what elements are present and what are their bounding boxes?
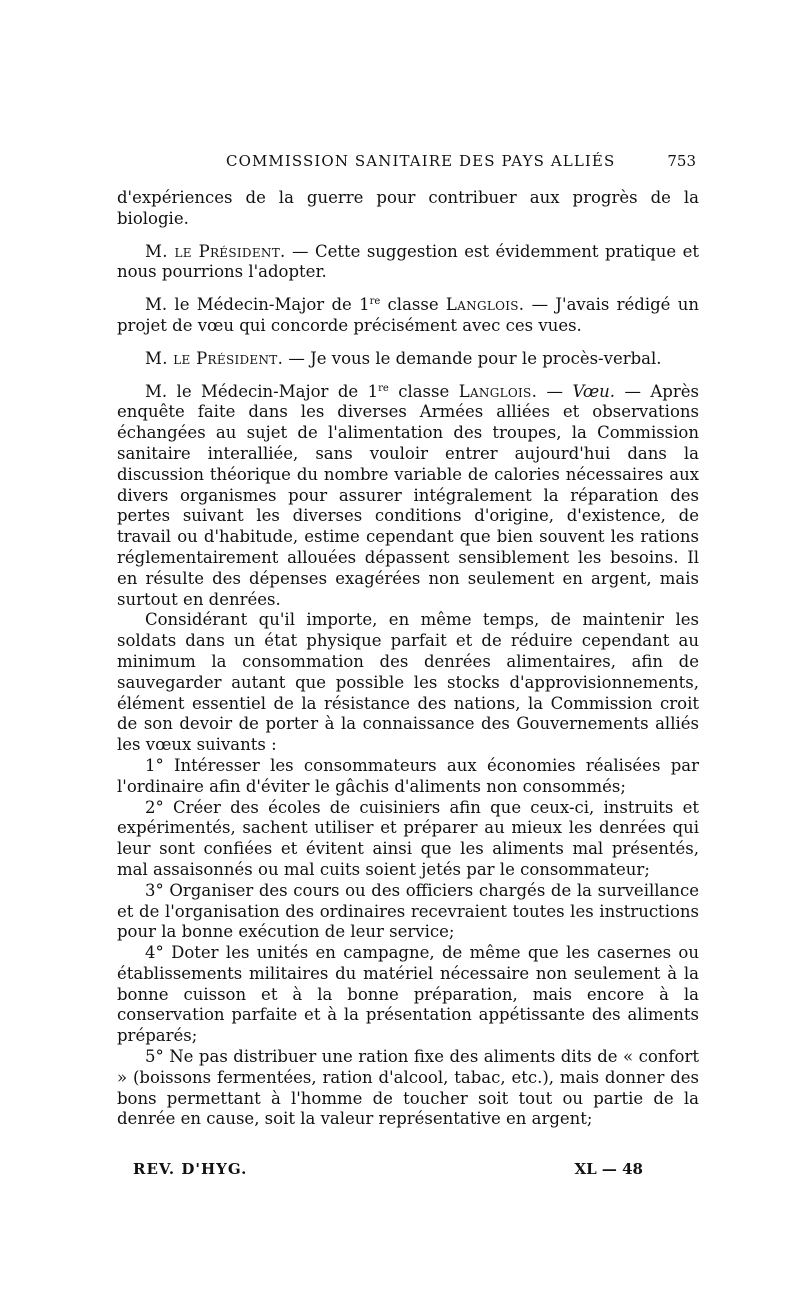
list-item-4 [117,943,699,1047]
paragraph-continuation [117,188,699,230]
paragraph-text: 4° Doter les unités en campagne, de même que les casernes ou établissements militaires du matériel nécessaire non seulement à la bonne cuisson et à la bonne préparation, mais encore à la conservation parfaite et à la présentation appétissante des aliments préparés; [117,943,699,1046]
speaker-title: M. le Médecin-Major de 1 [145,381,379,401]
sheet-signature: XL — 48 [574,1160,643,1178]
signature-footer [133,1160,643,1184]
dash: — [537,381,573,401]
page-number: 753 [667,152,696,170]
paragraph-voeu [117,382,699,611]
ordinal-superscript: re [369,296,381,308]
running-header [226,152,696,176]
paragraph-text: 1° Intéresser les consommateurs aux économies réalisées par l'ordinaire afin d'éviter le gâchis d'aliments non consommés; [117,755,699,796]
paragraph-text: — Cette suggestion est évidemment pratique et nous pourrions l'adopter. [117,241,699,282]
journal-signature: REV. D'HYG. [133,1160,248,1178]
paragraph-president-2 [117,349,699,370]
paragraph-text: d'expériences de la guerre pour contribuer aux progrès de la biologie. [117,188,699,228]
paragraph-text: 3° Organiser des cours ou des officiers chargés de la surveillance et de l'organisation des ordinaires recevraient toutes les instructions pour la bonne exécution de leur service; [117,880,699,942]
paragraph-text: — Après enquête faite dans les diverses Armées alliées et observations échangées au sujet de l'alimentation des troupes, la Commission sanitaire interalliée, sans vouloir entrer aujourd'hui dans la discussion théorique du nombre variable de calories nécessaires aux divers organismes pour assurer intégralement la réparation des pertes suivant les diverses conditions d'origine, d'existence, de travail ou d'habitude, estime cependant que bien souvent les rations réglementairement allouées dépassent sensiblement les besoins. Il en résulte des dépenses exagérées non seulement en argent, mais surtout en denrées. [117,381,699,609]
paragraph-text: — J'avais rédigé un projet de vœu qui concorde précisément avec ces vues. [117,295,699,335]
speaker-name: Langlois. [445,295,525,315]
paragraph-text: Considérant qu'il importe, en même temps, de maintenir les soldats dans un état physique parfait et de réduire cependant au minimum la consommation des denrées alimentaires, afin de sauvegarder autant que possible les stocks d'approvisionnements, élément essentiel de la résistance des nations, la Commission croit de son devoir de porter à la connaissance des Gouvernements alliés les vœux suivants : [117,610,699,755]
speaker-name: Langlois. [458,381,538,401]
paragraph-langlois-1 [117,295,699,337]
paragraph-text: — Je vous le demande pour le procès-verbal. [283,348,662,368]
ordinal-superscript: re [378,382,389,394]
paragraph-text: 2° Créer des écoles de cuisiniers afin que ceux-ci, instruits et expérimentés, sachent utiliser et préparer au mieux les denrées qui leur sont confiées et évitent ainsi que les aliments mal présentés, mal assaisonnés ou mal cuits soient jetés par le consommateur; [117,797,699,879]
list-item-1 [117,756,699,798]
paragraph-president-1 [117,242,699,284]
speaker-title-cont: classe [380,295,446,315]
paragraph-considerant [117,610,699,756]
speaker-title: M. le Médecin-Major de 1 [145,295,370,315]
body-text [117,188,699,1130]
speaker-title-cont: classe [388,381,459,401]
speaker-name: M. le Président. [145,348,284,368]
speaker-name: M. le Président. [145,241,286,261]
paragraph-text: 5° Ne pas distribuer une ration fixe des aliments dits de « confort » (boissons fermentées, ration d'alcool, tabac, etc.), mais donner des bons permettant à l'homme de toucher soit tout ou partie de la denrée en cause, soit la valeur représentative en argent; [117,1047,699,1129]
voeu-label: Vœu. [572,381,616,401]
list-item-2 [117,798,699,881]
list-item-5 [117,1047,699,1130]
running-title: COMMISSION SANITAIRE DES PAYS ALLIÉS [226,152,616,170]
list-item-3 [117,881,699,943]
